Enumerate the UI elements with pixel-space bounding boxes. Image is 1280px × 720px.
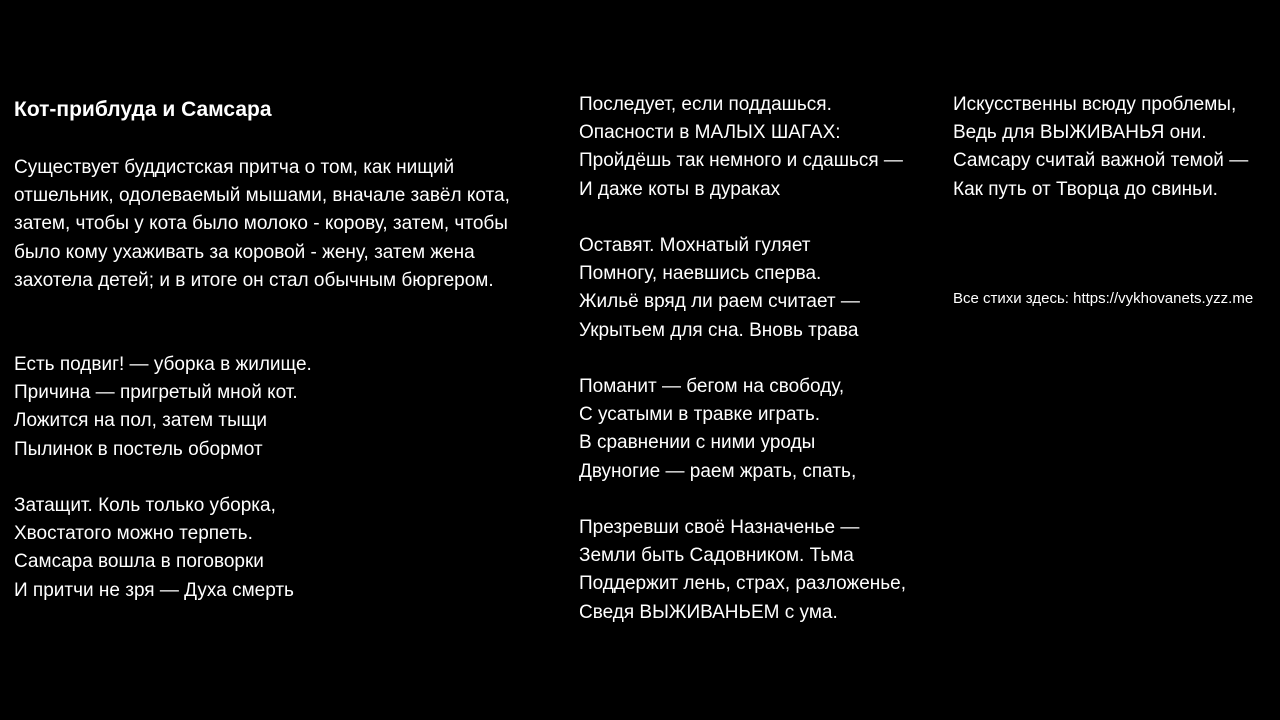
poem-line: Самсару считай важной темой — xyxy=(953,150,1249,172)
stanza-5 xyxy=(579,373,856,486)
poem-line: Последует, если поддашься. xyxy=(579,94,832,115)
poem-line: Поманит — бегом на свободу, xyxy=(579,376,845,397)
poem-line: Пылинок в постель обормот xyxy=(14,438,263,460)
poem-line: Хвостатого можно терпеть. xyxy=(14,523,253,545)
poem-line: Жильё вряд ли раем считает — xyxy=(579,291,860,313)
intro-paragraph xyxy=(14,154,554,295)
poem-line: Двуногие — раем жрать, спать, xyxy=(579,460,857,482)
poem-line: Пройдёшь так немного и сдашься — xyxy=(579,150,903,172)
poem-line: Причина — пригретый мной кот. xyxy=(14,382,298,404)
stanza-4 xyxy=(579,232,860,345)
poem-line: Оставят. Мохнатый гуляет xyxy=(579,235,811,256)
poem-line: Поддержит лень, страх, разложенье, xyxy=(579,573,906,595)
poem-line: Ведь для ВЫЖИВАНЬЯ они. xyxy=(953,122,1207,144)
stanza-7 xyxy=(953,91,1248,204)
intro-line: Существует буддистская притча о том, как нищий xyxy=(14,157,455,178)
stanza-6 xyxy=(579,514,906,627)
intro-line: затем, чтобы у кота было молоко - корову, затем, чтобы xyxy=(14,213,508,235)
poem-line: Затащит. Коль только уборка, xyxy=(14,495,276,516)
stanza-2 xyxy=(14,492,294,605)
poem-line: Презревши своё Назначенье — xyxy=(579,517,860,538)
stanza-3 xyxy=(579,91,903,204)
poem-line: С усатыми в травке играть. xyxy=(579,404,821,426)
poem-line: Искусственны всюду проблемы, xyxy=(953,94,1237,115)
poems-link-note: Все стихи здесь: https://vykhovanets.yzz.me xyxy=(953,290,1254,307)
stanza-1 xyxy=(14,351,312,464)
poem-line: Помногу, наевшись сперва. xyxy=(579,263,822,285)
poem-line: Укрытьем для сна. Вновь трава xyxy=(579,319,859,341)
poem-line: Есть подвиг! — уборка в жилище. xyxy=(14,354,312,375)
poem-line: Опасности в МАЛЫХ ШАГАХ: xyxy=(579,122,841,144)
intro-line: отшельник, одолеваемый мышами, вначале завёл кота, xyxy=(14,185,510,207)
poem-line: Как путь от Творца до свиньи. xyxy=(953,178,1218,200)
poem-line: Ложится на пол, затем тыщи xyxy=(14,410,267,432)
poem-line: И даже коты в дураках xyxy=(579,178,781,200)
intro-line: было кому ухаживать за коровой - жену, затем жена xyxy=(14,241,475,263)
poem-title: Кот-приблуда и Самсара xyxy=(14,98,272,121)
poem-line: Земли быть Садовником. Тьма xyxy=(579,545,854,567)
poem-line: Сведя ВЫЖИВАНЬЕМ с ума. xyxy=(579,601,838,623)
poem-line: Самсара вошла в поговорки xyxy=(14,551,264,573)
intro-line: захотела детей; и в итоге он стал обычным бюргером. xyxy=(14,269,494,291)
poem-line: В сравнении с ними уроды xyxy=(579,432,816,454)
poem-line: И притчи не зря — Духа смерть xyxy=(14,579,294,601)
